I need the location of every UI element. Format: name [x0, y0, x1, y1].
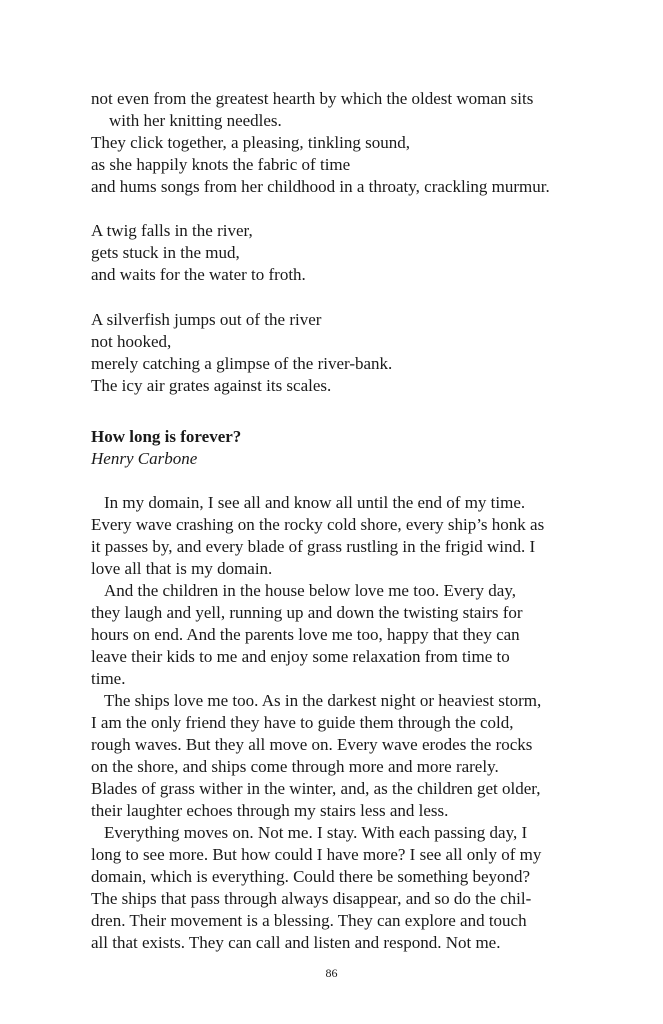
prose-line: love all that is my domain.	[91, 559, 273, 578]
prose-line: dren. Their movement is a blessing. They can explore and touch	[91, 911, 527, 930]
prose-line: on the shore, and ships come through more and more rarely.	[91, 757, 499, 776]
prose-line: The ships that pass through always disappear, and so do the chil-	[91, 889, 532, 908]
prose-line: their laughter echoes through my stairs less and less.	[91, 801, 449, 820]
prose-line: Every wave crashing on the rocky cold shore, every ship’s honk as	[91, 515, 545, 534]
poem-line: not hooked,	[91, 332, 172, 351]
poem-line: A silverfish jumps out of the river	[91, 310, 322, 329]
prose-line: rough waves. But they all move on. Every wave erodes the rocks	[91, 735, 533, 754]
prose-line: long to see more. But how could I have more? I see all only of my	[91, 845, 542, 864]
page-number: 86	[325, 966, 338, 980]
story-title: How long is forever?	[91, 427, 242, 446]
prose-line: I am the only friend they have to guide them through the cold,	[91, 713, 514, 732]
prose-line: all that exists. They can call and listen and respond. Not me.	[91, 933, 501, 952]
prose-line: leave their kids to me and enjoy some relaxation from time to	[91, 647, 510, 666]
poem-line: not even from the greatest hearth by which the oldest woman sits	[91, 89, 534, 108]
poem-line: with her knitting needles.	[109, 111, 282, 130]
prose-line: they laugh and yell, running up and down the twisting stairs for	[91, 603, 523, 622]
poem-line: and hums songs from her childhood in a throaty, crackling murmur.	[91, 177, 550, 196]
poem-line: merely catching a glimpse of the river-bank.	[91, 354, 393, 373]
prose-line: Blades of grass wither in the winter, and, as the children get older,	[91, 779, 541, 798]
prose-line: Everything moves on. Not me. I stay. With each passing day, I	[104, 823, 528, 842]
poem-line: They click together, a pleasing, tinkling sound,	[91, 133, 410, 152]
prose-line: it passes by, and every blade of grass rustling in the frigid wind. I	[91, 537, 536, 556]
prose-line: hours on end. And the parents love me too, happy that they can	[91, 625, 520, 644]
prose-line: In my domain, I see all and know all until the end of my time.	[104, 493, 526, 512]
poem-line: A twig falls in the river,	[91, 221, 253, 240]
poem-line: gets stuck in the mud,	[91, 243, 240, 262]
prose-line: domain, which is everything. Could there be something beyond?	[91, 867, 531, 886]
prose-line: And the children in the house below love me too. Every day,	[104, 581, 516, 600]
poem-line: as she happily knots the fabric of time	[91, 155, 351, 174]
story-author: Henry Carbone	[91, 449, 198, 468]
prose-line: The ships love me too. As in the darkest night or heaviest storm,	[104, 691, 542, 710]
poem-line: and waits for the water to froth.	[91, 265, 306, 284]
prose-line: time.	[91, 669, 126, 688]
poem-line: The icy air grates against its scales.	[91, 376, 332, 395]
